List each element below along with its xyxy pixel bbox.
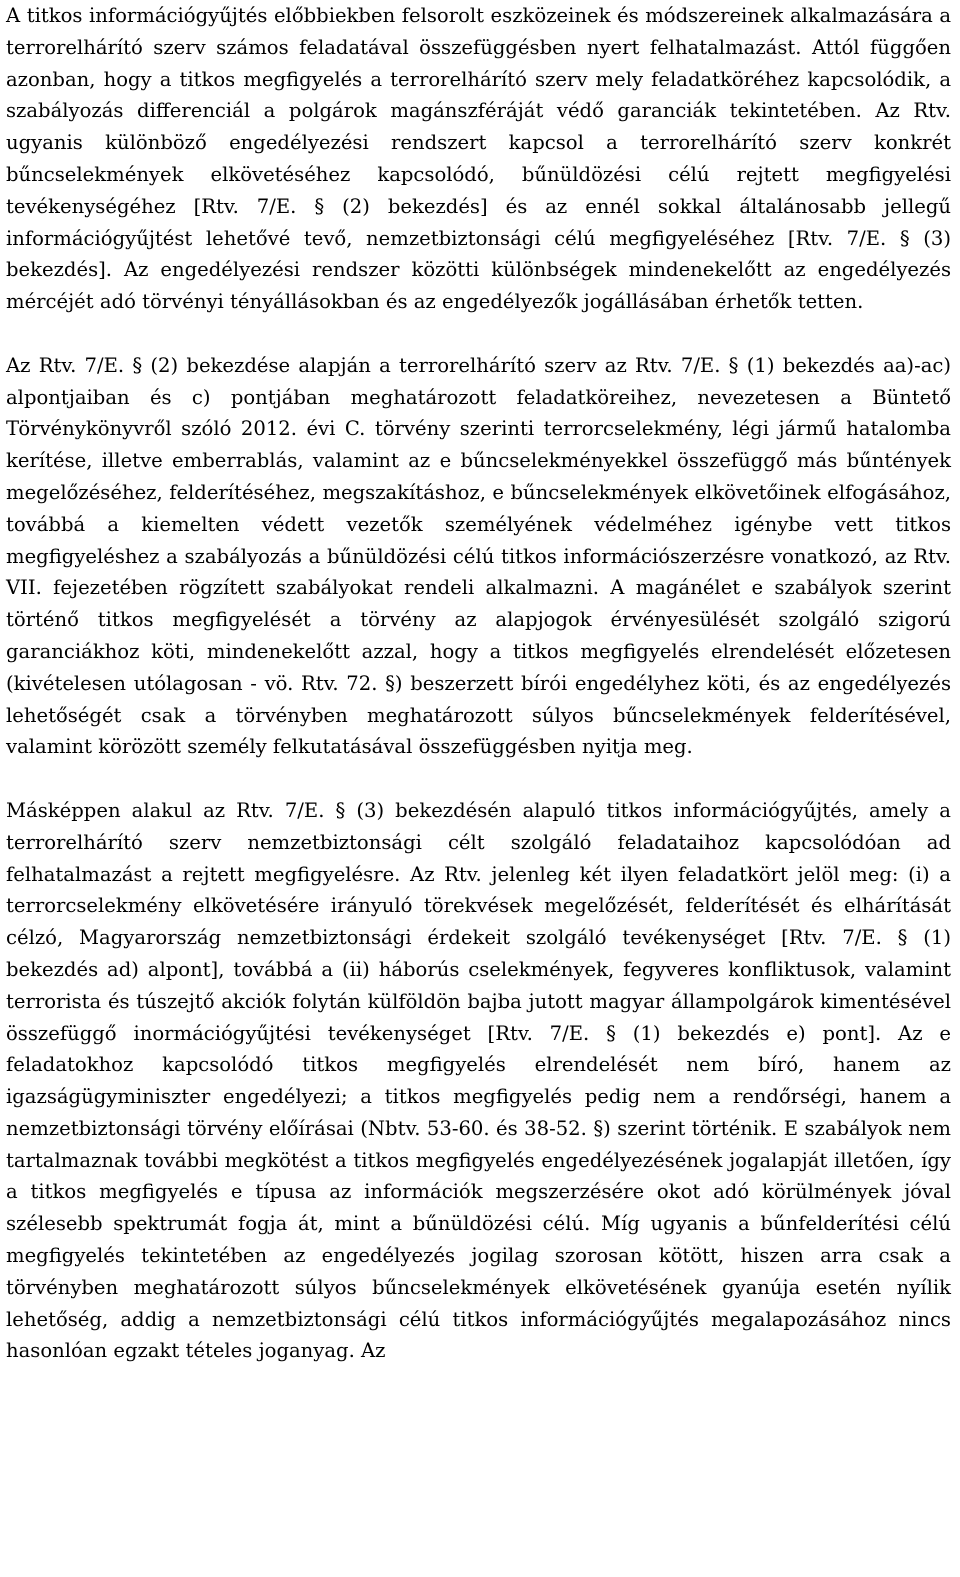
paragraph-gap <box>6 763 951 795</box>
paragraph-1: A titkos információgyűjtés előbbiekben felsorolt eszközeinek és módszereinek alkalmazására a terrorelhárító szerv számos feladatával összefüggésben nyert felhatalmazást. Attól függően azonban, hogy a titkos megfigyelés a terrorelhárító szerv mely feladatköréhez kapcsolódik, a szabályozás differenciál a polgárok magánszféráját védő garanciák tekintetében. Az Rtv. ugyanis különböző engedélyezési rendszert kapcsol a terrorelhárító szerv konkrét bűncselekmények elkövetéséhez kapcsolódó, bűnüldözési célú rejtett megfigyelési tevékenységéhez [Rtv. 7/E. § (2) bekezdés] és az ennél sokkal általánosabb jellegű információgyűjtést lehetővé tevő, nemzetbiztonsági célú megfigyeléséhez [Rtv. 7/E. § (3) bekezdés]. Az engedélyezési rendszer közötti különbségek mindenekelőtt az engedélyezés mércéjét adó törvényi tényállásokban és az engedélyezők jogállásában érhetők tetten. <box>6 4 951 314</box>
paragraph-gap <box>6 318 951 350</box>
paragraph-2: Az Rtv. 7/E. § (2) bekezdése alapján a terrorelhárító szerv az Rtv. 7/E. § (1) bekezdés aa)-ac) alpontjaiban és c) pontjában meghatározott feladatköreihez, nevezetesen a Büntető Törvénykönyvről szóló 2012. évi C. törvény szerinti terrorcselekmény, légi jármű hatalomba kerítése, illetve emberrablás, valamint az e bűncselekményekkel összefüggő más bűntények megelőzéséhez, felderítéséhez, megszakításhoz, e bűncselekmények elkövetőinek elfogásához, továbbá a kiemelten védett vezetők személyének védelméhez igénybe vett titkos megfigyeléshez a szabályozás a bűnüldözési célú titkos információszerzésre vonatkozó, az Rtv. VII. fejezetében rögzített szabályokat rendeli alkalmazni. A magánélet e szabályok szerint történő titkos megfigyelését a törvény az alapjogok érvényesülését szolgáló szigorú garanciákhoz köti, mindenekelőtt azzal, hogy a titkos megfigyelés elrendelését előzetesen (kivételesen utólagosan - vö. Rtv. 72. §) beszerzett bírói engedélyhez köti, és az engedélyezés lehetőségét csak a törvényben meghatározott súlyos bűncselekmények felderítésével, valamint körözött személy felkutatásával összefüggésben nyitja meg. <box>6 353 951 759</box>
paragraph-3: Másképpen alakul az Rtv. 7/E. § (3) bekezdésén alapuló titkos információgyűjtés, amely a terrorelhárító szerv nemzetbiztonsági célt szolgáló feladataihoz kapcsolódóan ad felhatalmazást a rejtett megfigyelésre. Az Rtv. jelenleg két ilyen feladatkört jelöl meg: (i) a terrorcselekmény elkövetésére irányuló törekvések megelőzését, felderítését és elhárítását célzó, Magyarország nemzetbiztonsági érdekeit szolgáló tevékenységet [Rtv. 7/E. § (1) bekezdés ad) alpont], továbbá a (ii) háborús cselekmények, fegyveres konfliktusok, valamint terrorista és túszejtő akciók folytán külföldön bajba jutott magyar állampolgárok kimentésével összefüggő inormációgyűjtési tevékenységet [Rtv. 7/E. § (1) bekezdés e) pont]. Az e feladatokhoz kapcsolódó titkos megfigyelés elrendelését nem bíró, hanem az igazságügyminiszter engedélyezi; a titkos megfigyelés pedig nem a rendőrségi, hanem a nemzetbiztonsági törvény előírásai (Nbtv. 53-60. és 38-52. §) szerint történik. E szabályok nem tartalmaznak további megkötést a titkos megfigyelés engedélyezésének jogalapját illetően, így a titkos megfigyelés e típusa az információk megszerzésére okot adó körülmények jóval szélesebb spektrumát fogja át, mint a bűnüldözési célú. Míg ugyanis a bűnfelderítési célú megfigyelés tekintetében az engedélyezés jogilag szorosan kötött, hiszen arra csak a törvényben meghatározott súlyos bűncselekmények elkövetésének gyanúja esetén nyílik lehetőség, addig a nemzetbiztonsági célú titkos információgyűjtés megalapozásához nincs hasonlóan egzakt tételes joganyag. Az <box>6 798 951 1363</box>
